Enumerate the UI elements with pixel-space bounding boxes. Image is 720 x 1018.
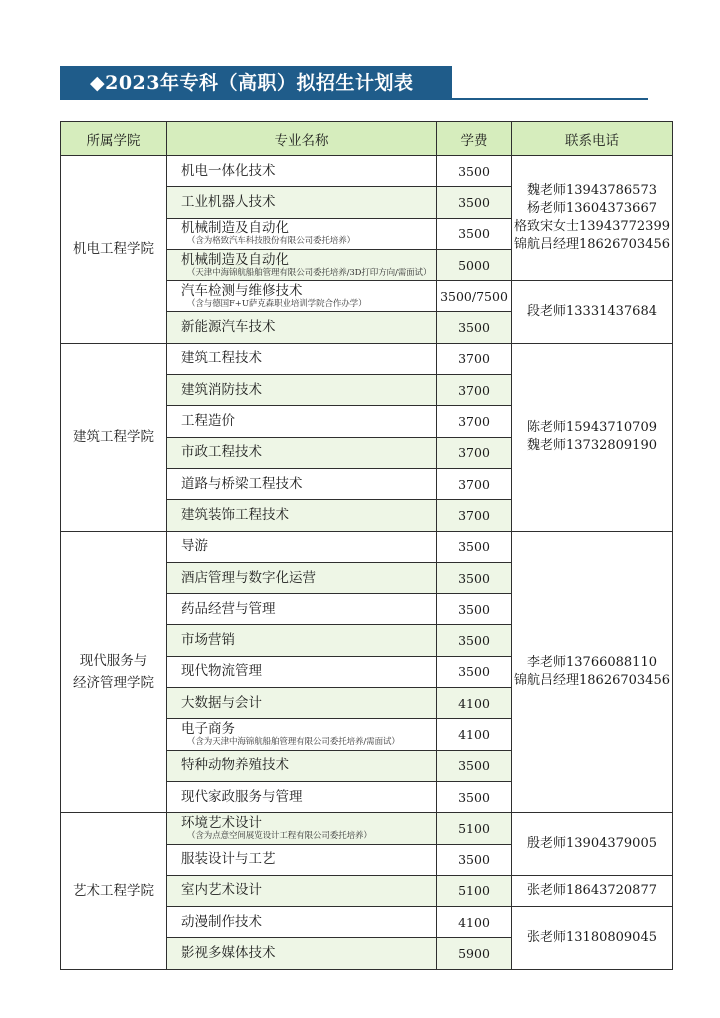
major-cell: [167, 907, 437, 938]
table-row: [61, 343, 673, 374]
college-name: 建筑工程学院: [73, 429, 154, 446]
fee-cell: 3500: [437, 656, 512, 687]
major-cell: [167, 437, 437, 468]
major-cell: [167, 218, 437, 249]
major-name: 机械制造及自动化: [181, 220, 289, 237]
contact-line: 魏老师13943786573: [527, 183, 657, 199]
major-cell: [167, 406, 437, 437]
major-name: 市场营销: [181, 632, 235, 649]
fee-cell: 3500: [437, 750, 512, 781]
fee-cell: 3700: [437, 468, 512, 499]
major-name: 动漫制作技术: [181, 913, 262, 930]
major-name: 现代物流管理: [181, 663, 262, 680]
major-name: 特种动物养殖技术: [181, 757, 289, 774]
contact-line: 锦航吕经理18626703456: [514, 672, 670, 688]
major-name: 工程造价: [181, 413, 235, 430]
fee-cell: 5100: [437, 875, 512, 906]
major-cell: [167, 375, 437, 406]
fee-cell: 4100: [437, 907, 512, 938]
major-cell: [167, 343, 437, 374]
contact-cell: [512, 281, 673, 344]
major-note: （含为格致汽车科技股份有限公司委托培养）: [187, 236, 356, 247]
title-underline: [452, 98, 648, 100]
major-name: 建筑消防技术: [181, 381, 262, 398]
fee-cell: 3500: [437, 562, 512, 593]
major-name: 建筑装饰工程技术: [181, 506, 289, 523]
major-cell: [167, 938, 437, 969]
major-cell: [167, 249, 437, 280]
header-major: 专业名称: [167, 122, 437, 156]
major-note: （含为点意空间展览设计工程有限公司委托培养）: [187, 830, 372, 841]
college-name: 经济管理学院: [73, 674, 154, 691]
major-cell: [167, 468, 437, 499]
table-body: [61, 156, 673, 970]
major-cell: [167, 187, 437, 218]
contact-line: 殷老师13904379005: [527, 836, 657, 852]
fee-cell: 3700: [437, 406, 512, 437]
major-cell: [167, 500, 437, 531]
table-row: [61, 531, 673, 562]
major-name: 导游: [181, 538, 208, 555]
major-name: 酒店管理与数字化运营: [181, 569, 316, 586]
major-name: 道路与桥梁工程技术: [181, 475, 303, 492]
major-cell: [167, 656, 437, 687]
major-cell: [167, 625, 437, 656]
major-name: 工业机器人技术: [181, 193, 276, 210]
contact-cell: [512, 813, 673, 876]
major-cell: [167, 562, 437, 593]
contact-cell: [512, 531, 673, 813]
fee-cell: 3500: [437, 625, 512, 656]
contact-line: 锦航吕经理18626703456: [514, 237, 670, 253]
major-name: 电子商务: [181, 720, 235, 737]
major-cell: [167, 875, 437, 906]
major-cell: [167, 750, 437, 781]
major-name: 药品经营与管理: [181, 600, 276, 617]
major-name: 市政工程技术: [181, 444, 262, 461]
contact-line: 格致宋女士13943772399: [514, 219, 670, 235]
fee-cell: 3500: [437, 312, 512, 343]
contact-line: 魏老师13732809190: [527, 438, 657, 454]
major-cell: [167, 781, 437, 812]
fee-cell: 3500: [437, 594, 512, 625]
major-cell: [167, 281, 437, 312]
header-fee: 学费: [437, 122, 512, 156]
college-name: 机电工程学院: [73, 241, 154, 258]
fee-cell: 3700: [437, 343, 512, 374]
college-name: 艺术工程学院: [73, 882, 154, 899]
major-cell: [167, 531, 437, 562]
fee-cell: 5000: [437, 249, 512, 280]
header-contact: 联系电话: [512, 122, 673, 156]
contact-line: 张老师18643720877: [527, 882, 657, 898]
contact-cell: [512, 875, 673, 906]
fee-cell: 3700: [437, 437, 512, 468]
contact-cell: [512, 156, 673, 281]
major-cell: [167, 312, 437, 343]
college-cell: [61, 343, 167, 531]
major-cell: [167, 688, 437, 719]
contact-line: 李老师13766088110: [527, 654, 657, 670]
page-title: ◆2023年专科（高职）拟招生计划表: [60, 66, 452, 100]
fee-cell: 3500: [437, 156, 512, 187]
enrollment-plan-table: [60, 121, 673, 970]
major-name: 机械制造及自动化: [181, 251, 289, 268]
fee-cell: 3700: [437, 500, 512, 531]
fee-cell: 3500: [437, 218, 512, 249]
fee-cell: 4100: [437, 688, 512, 719]
contact-cell: [512, 343, 673, 531]
fee-cell: 3700: [437, 375, 512, 406]
major-name: 汽车检测与维修技术: [181, 282, 303, 299]
major-name: 大数据与会计: [181, 694, 262, 711]
fee-cell: 3500: [437, 187, 512, 218]
college-cell: [61, 531, 167, 813]
contact-line: 杨老师13604373667: [527, 201, 657, 217]
fee-cell: 3500: [437, 781, 512, 812]
header-college: 所属学院: [61, 122, 167, 156]
major-name: 机电一体化技术: [181, 162, 276, 179]
major-name: 新能源汽车技术: [181, 319, 276, 336]
fee-cell: 5100: [437, 813, 512, 844]
major-note: （天津中海锦航船舶管理有限公司委托培养/3D打印方向/需面试）: [187, 267, 432, 278]
college-cell: [61, 813, 167, 969]
table-header-row: [61, 122, 673, 156]
major-name: 建筑工程技术: [181, 350, 262, 367]
major-cell: [167, 156, 437, 187]
contact-line: 陈老师15943710709: [527, 420, 657, 436]
fee-cell: 3500/7500: [437, 281, 512, 312]
major-name: 环境艺术设计: [181, 814, 262, 831]
fee-cell: 3500: [437, 844, 512, 875]
fee-cell: 3500: [437, 531, 512, 562]
contact-cell: [512, 907, 673, 970]
table-row: [61, 813, 673, 844]
table-row: [61, 156, 673, 187]
major-cell: [167, 844, 437, 875]
college-name: 现代服务与: [79, 652, 148, 669]
major-name: 影视多媒体技术: [181, 945, 276, 962]
major-cell: [167, 594, 437, 625]
major-note: （含为天津中海锦航船舶管理有限公司委托培养/需面试）: [187, 736, 400, 747]
major-cell: [167, 719, 437, 750]
college-cell: [61, 156, 167, 344]
contact-line: 段老师13331437684: [527, 303, 657, 319]
major-note: （含与德国F+U萨克森职业培训学院合作办学）: [187, 298, 367, 309]
major-cell: [167, 813, 437, 844]
major-name: 室内艺术设计: [181, 882, 262, 899]
major-name: 现代家政服务与管理: [181, 788, 303, 805]
fee-cell: 4100: [437, 719, 512, 750]
contact-line: 张老师13180809045: [527, 929, 657, 945]
fee-cell: 5900: [437, 938, 512, 969]
major-name: 服装设计与工艺: [181, 851, 276, 868]
